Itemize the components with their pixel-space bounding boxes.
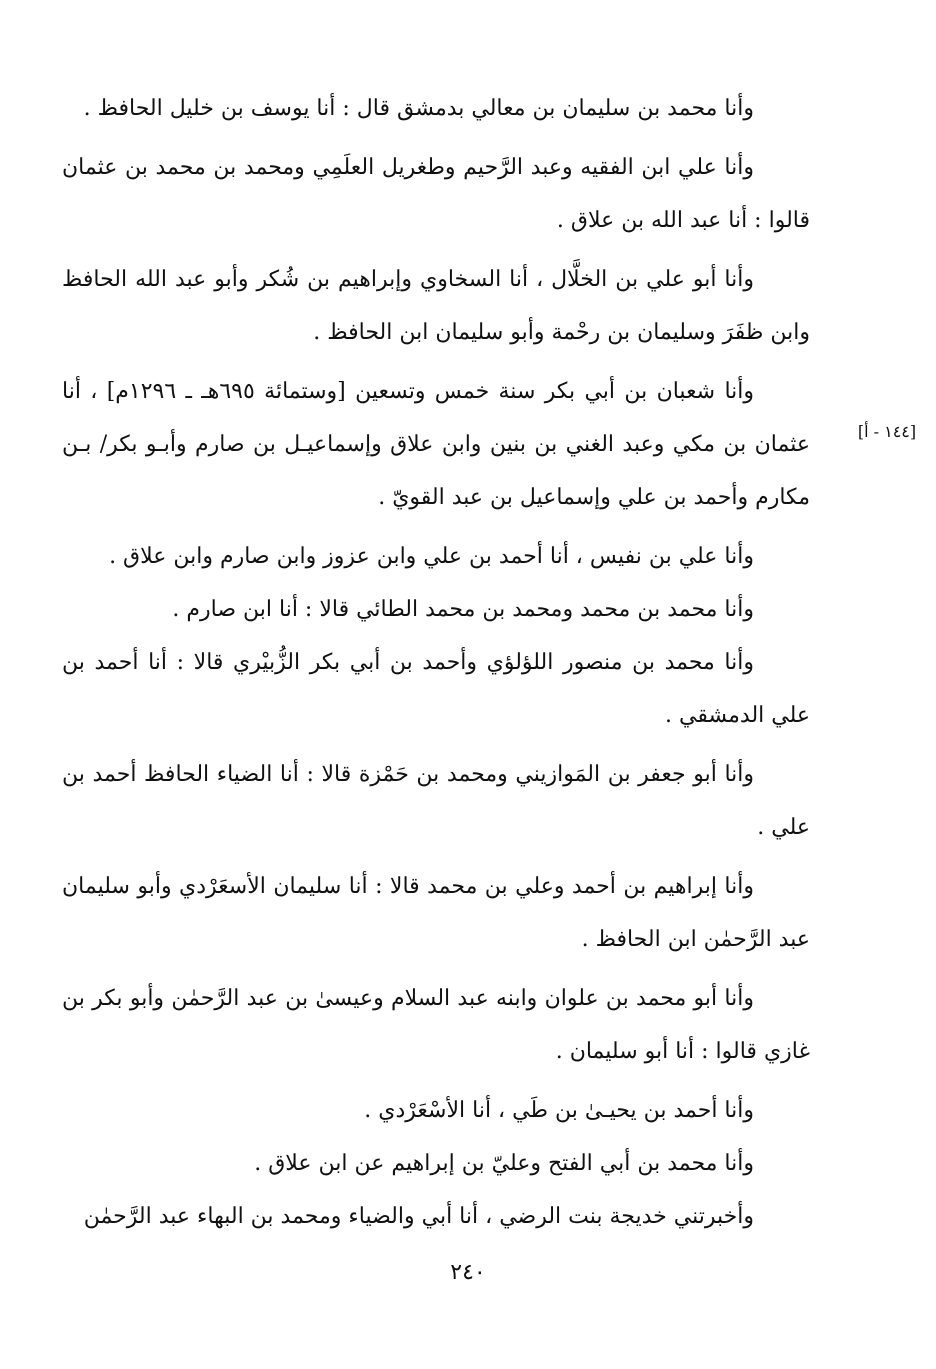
manuscript-folio-note: [١٤٤ - أ] — [857, 422, 917, 441]
paragraph-12: وأنا محمد بن أبي الفتح وعليّ بن إبراهيم عن ابن علاق . — [254, 1151, 754, 1176]
page-number: ٢٤٠ — [450, 1260, 486, 1285]
paragraph-11: وأنا أحمد بن يحيـىٰ بن طَي ، أنا الأسْعَرْدي . — [364, 1098, 754, 1123]
paragraph-3: وأنا أبو علي بن الخلَّال ، أنا السخاوي وإبراهيم بن شُكر وأبو عبد الله الحافظ وابن ظفَرَ وسليمان بن رحْمة وأبو سليمان ابن الحافظ . — [62, 267, 810, 345]
paragraph-4: وأنا شعبان بن أبي بكر سنة خمس وتسعين [وستمائة ٦٩٥هـ ـ ١٢٩٦م] ، أنا عثمان بن مكي وعبد الغني بن بنين وابن علاق وإسماعيـل بن صارم وأبـو بكر/ بـن مكارم وأحمد بن علي وإسماعيل بن عبد القويّ . — [62, 379, 810, 510]
paragraph-10: وأنا أبو محمد بن علوان وابنه عبد السلام وعيسىٰ بن عبد الرَّحمٰن وأبو بكر بن غازي قالوا : أنا أبو سليمان . — [62, 986, 810, 1064]
paragraph-1: وأنا محمد بن سليمان بن معالي بدمشق قال : أنا يوسف بن خليل الحافظ . — [83, 96, 754, 121]
paragraph-7: وأنا محمد بن منصور اللؤلؤي وأحمد بن أبي بكر الزُّبيْري قالا : أنا أحمد بن علي الدمشقي . — [62, 650, 810, 728]
paragraph-8: وأنا أبو جعفر بن المَوازيني ومحمد بن حَمْزة قالا : أنا الضياء الحافظ أحمد بن علي . — [62, 762, 810, 840]
paragraph-13: وأخبرتني خديجة بنت الرضي ، أنا أبي والضياء ومحمد بن البهاء عبد الرَّحمٰن — [83, 1204, 754, 1229]
paragraph-9: وأنا إبراهيم بن أحمد وعلي بن محمد قالا : أنا سليمان الأسعَرْدي وأبو سليمان عبد الرَّحمٰن ابن الحافظ . — [62, 874, 810, 952]
main-text — [62, 82, 810, 1243]
paragraph-5: وأنا علي بن نفيس ، أنا أحمد بن علي وابن عزوز وابن صارم وابن علاق . — [109, 544, 754, 569]
paragraph-6: وأنا محمد بن محمد ومحمد بن محمد الطائي قالا : أنا ابن صارم . — [172, 597, 754, 622]
paragraph-2: وأنا علي ابن الفقيه وعبد الرَّحيم وطغريل العلَمِي ومحمد بن محمد بن عثمان قالوا : أنا عبد الله بن علاق . — [62, 155, 810, 233]
